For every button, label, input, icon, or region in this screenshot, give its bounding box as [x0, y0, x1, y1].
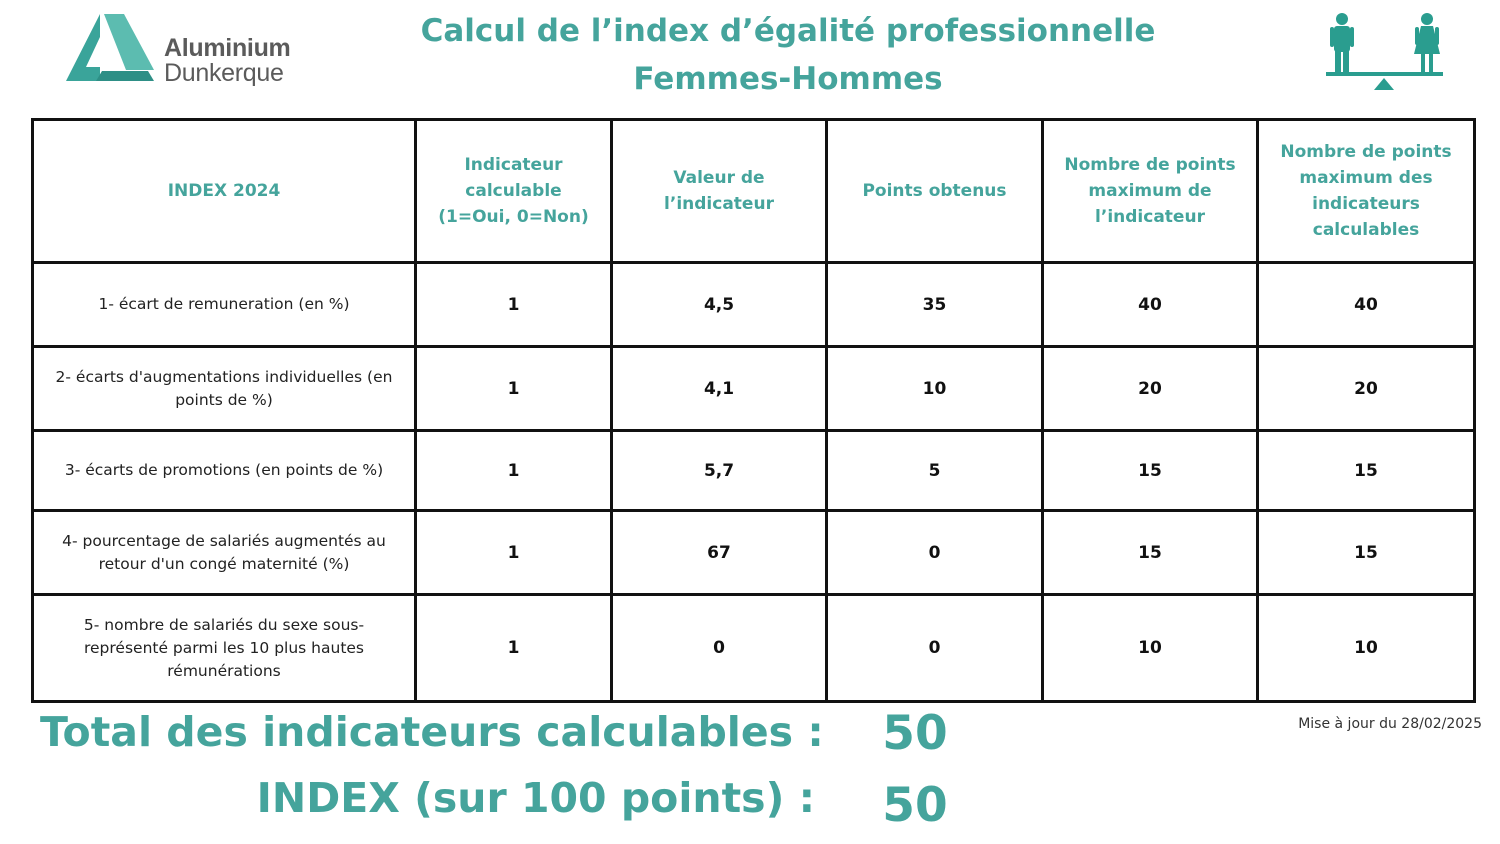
cell-max-calc: 20: [1258, 347, 1475, 431]
cell-max: 40: [1043, 263, 1258, 347]
cell-valeur: 67: [612, 511, 827, 595]
row-label: 1- écart de remuneration (en %): [33, 263, 416, 347]
total-calculables-value: 50: [882, 706, 948, 761]
cell-valeur: 5,7: [612, 431, 827, 511]
cell-max: 20: [1043, 347, 1258, 431]
cell-max-calc: 15: [1258, 511, 1475, 595]
row-label: 2- écarts d'augmentations individuelles (en points de %): [33, 347, 416, 431]
table-row: [33, 511, 1475, 595]
cell-calculable: 1: [416, 595, 612, 702]
company-logo: [66, 14, 316, 86]
cell-calculable: 1: [416, 431, 612, 511]
cell-max: 15: [1043, 431, 1258, 511]
table-header-row: [33, 120, 1475, 263]
total-calculables-label: Total des indicateurs calculables :: [40, 708, 824, 756]
cell-calculable: 1: [416, 263, 612, 347]
cell-valeur: 4,5: [612, 263, 827, 347]
header-points-max: Nombre de points maximum de l’indicateur: [1043, 120, 1258, 263]
logo-text-line2: Dunkerque: [164, 59, 284, 87]
cell-calculable: 1: [416, 347, 612, 431]
logo-mark-icon: [66, 14, 158, 82]
header-index-year: INDEX 2024: [33, 120, 416, 263]
update-date-note: Mise à jour du 28/02/2025: [1298, 716, 1482, 732]
header-points-max-calculables: Nombre de points maximum des indicateurs calculables: [1258, 120, 1475, 263]
table-row: [33, 595, 1475, 702]
cell-max-calc: 10: [1258, 595, 1475, 702]
index-total-value: 50: [882, 778, 948, 833]
cell-max: 10: [1043, 595, 1258, 702]
cell-points: 0: [827, 511, 1043, 595]
cell-points: 10: [827, 347, 1043, 431]
cell-points: 5: [827, 431, 1043, 511]
header-valeur: Valeur de l’indicateur: [612, 120, 827, 263]
cell-max-calc: 15: [1258, 431, 1475, 511]
cell-max: 15: [1043, 511, 1258, 595]
index-table: [31, 118, 1476, 703]
row-label: 5- nombre de salariés du sexe sous-représenté parmi les 10 plus hautes rémunérations: [33, 595, 416, 702]
cell-calculable: 1: [416, 511, 612, 595]
cell-points: 35: [827, 263, 1043, 347]
cell-valeur: 4,1: [612, 347, 827, 431]
gender-balance-icon: [1322, 10, 1447, 95]
page-title: Calcul de l’index d’égalité professionnelle: [420, 13, 1156, 49]
cell-max-calc: 40: [1258, 263, 1475, 347]
header-calculable: Indicateur calculable (1=Oui, 0=Non): [416, 120, 612, 263]
page-subtitle: Femmes-Hommes: [633, 61, 943, 97]
cell-valeur: 0: [612, 595, 827, 702]
table-row: [33, 263, 1475, 347]
cell-points: 0: [827, 595, 1043, 702]
logo-text-line1: Aluminium: [164, 34, 291, 62]
table-row: [33, 347, 1475, 431]
index-total-label: INDEX (sur 100 points) :: [256, 774, 815, 822]
table-row: [33, 431, 1475, 511]
row-label: 4- pourcentage de salariés augmentés au retour d'un congé maternité (%): [33, 511, 416, 595]
header-points-obtenus: Points obtenus: [827, 120, 1043, 263]
row-label: 3- écarts de promotions (en points de %): [33, 431, 416, 511]
